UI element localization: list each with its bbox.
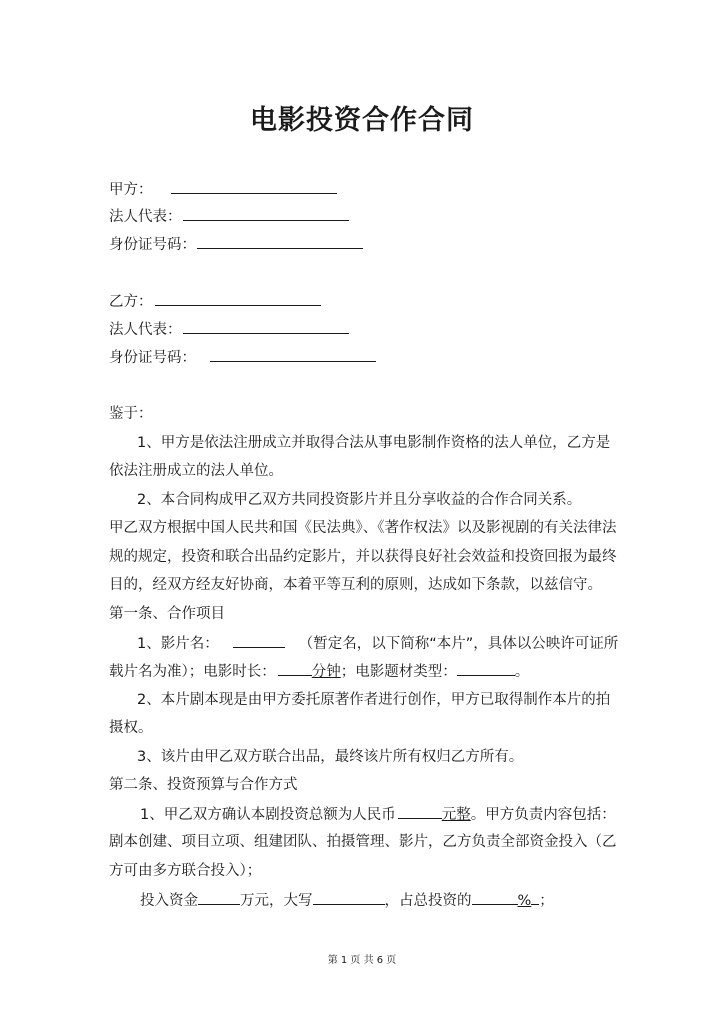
- total-investment-label: 1、甲乙双方确认本剧投资总额为人民币: [140, 807, 396, 823]
- article2-item1-line1: [140, 804, 616, 825]
- total-investment-unit: 元整: [441, 807, 471, 823]
- party-a-line: [109, 179, 337, 200]
- party-a-rep-label: 法人代表：: [109, 209, 182, 225]
- party-a-rep-blank: [183, 206, 349, 221]
- duration-label: 载片名为准）；电影时长：: [109, 664, 276, 680]
- invest-amount-label: 投入资金: [140, 893, 198, 909]
- party-b-id-line: [109, 347, 376, 368]
- total-investment-blank: [398, 804, 442, 819]
- party-b-blank: [155, 291, 321, 306]
- article1-heading: 第一条、合作项目: [109, 606, 225, 622]
- article1-item1-line2: [109, 661, 529, 682]
- genre-end: 。: [514, 664, 530, 680]
- paragraph-line3: 目的，经双方经友好协商，本着平等互利的原则，达成如下条款，以兹信守。: [109, 577, 602, 593]
- investment-line: [140, 890, 554, 911]
- party-b-id-blank: [210, 347, 376, 362]
- party-a-id-label: 身份证号码：: [109, 237, 196, 253]
- document-title: 电影投资合作合同: [250, 105, 474, 136]
- film-name-blank: [233, 633, 285, 648]
- party-a-id-line: [109, 234, 363, 255]
- party-a-rep-line: [109, 206, 349, 227]
- party-a-label: 甲方：: [109, 182, 153, 198]
- page-footer: 第 1 页 共 6 页: [327, 955, 397, 966]
- party-b-rep-blank: [183, 319, 349, 334]
- invest-words-blank: [313, 890, 385, 905]
- article1-item2-line1: 2、本片剧本现是由甲方委托原著作者进行创作，甲方已取得制作本片的拍: [137, 692, 611, 708]
- invest-words-label: 万元，大写: [240, 893, 313, 909]
- party-a-duties-label: 。甲方负责内容包括：: [470, 807, 616, 823]
- duration-blank: [278, 661, 312, 676]
- invest-amount-blank: [198, 890, 240, 905]
- party-b-rep-line: [109, 319, 349, 340]
- article1-item1-line1: [137, 633, 618, 654]
- party-b-id-label: 身份证号码：: [109, 350, 196, 366]
- whereas-heading: 鉴于：: [109, 406, 153, 422]
- article2-item1-line2: 剧本创建、项目立项、组建团队、拍摄管理、影片，乙方负责全部资金投入（乙: [109, 834, 617, 850]
- article1-item2-line2: 摄权。: [109, 720, 153, 736]
- invest-percent: %: [517, 893, 532, 909]
- invest-end: ；: [539, 893, 554, 909]
- invest-share-blank: [472, 890, 518, 905]
- invest-share-label: ，占总投资的: [384, 893, 472, 909]
- clause1-line1: 1、甲方是依法注册成立并取得合法从事电影制作资格的法人单位，乙方是: [137, 435, 611, 451]
- duration-unit: 分钟: [311, 664, 341, 680]
- article1-item3: 3、该片由甲乙双方联合出品，最终该片所有权归乙方所有。: [137, 749, 524, 765]
- article2-heading: 第二条、投资预算与合作方式: [109, 777, 298, 793]
- genre-label: ；电影题材类型：: [340, 664, 457, 680]
- party-b-label: 乙方：: [109, 294, 153, 310]
- party-a-id-blank: [197, 234, 363, 249]
- paragraph-line2: 规的规定，投资和联合出品约定影片，并以获得良好社会效益和投资回报为最终: [109, 549, 617, 565]
- party-b-line: [109, 291, 321, 312]
- party-b-rep-label: 法人代表：: [109, 322, 182, 338]
- article2-item1-line3: 方可由多方联合投入）；: [109, 863, 262, 879]
- party-a-blank: [171, 179, 337, 194]
- film-name-note: （暂定名，以下简称“本片”，具体以公映许可证所: [298, 636, 619, 652]
- film-name-label: 1、影片名：: [137, 636, 219, 652]
- paragraph-line1: 甲乙双方根据中国人民共和国《民法典》、《著作权法》以及影视剧的有关法律法: [109, 520, 617, 536]
- clause1-line2: 依法注册成立的法人单位。: [109, 463, 283, 479]
- genre-blank: [457, 661, 515, 676]
- clause2: 2、本合同构成甲乙双方共同投资影片并且分享收益的合作合同关系。: [137, 492, 582, 508]
